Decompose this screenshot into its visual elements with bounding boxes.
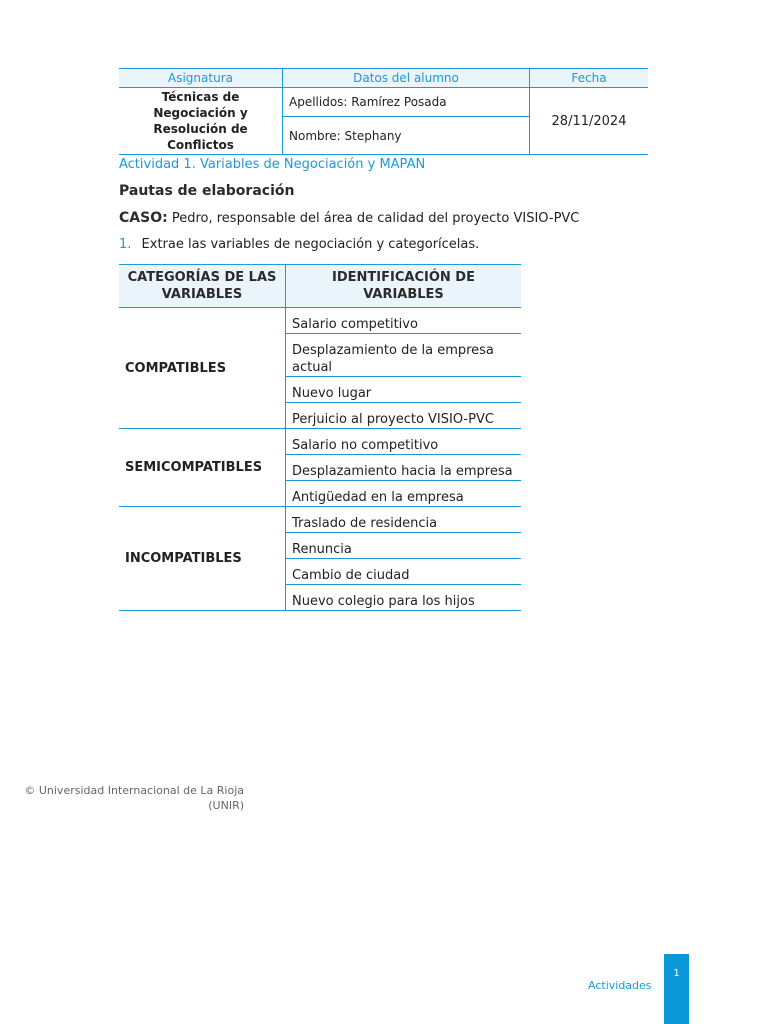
student-name: Nombre: Stephany [283, 117, 530, 155]
copyright-notice [24, 783, 244, 813]
student-info-table [119, 68, 648, 155]
header-categories-label: CATEGORÍAS DE LAS VARIABLES [127, 270, 277, 302]
table-row [119, 308, 521, 334]
variable-cell: Nuevo colegio para los hijos [286, 585, 522, 611]
copyright-line: © Universidad Internacional de La Rioja [24, 784, 244, 797]
guidelines-heading: Pautas de elaboración [119, 183, 295, 199]
variable-cell: Traslado de residencia [286, 507, 522, 533]
instruction-number: 1. [119, 237, 132, 252]
category-compatibles: COMPATIBLES [119, 308, 286, 429]
column-header-student: Datos del alumno [283, 69, 530, 88]
student-surnames: Apellidos: Ramírez Posada [283, 88, 530, 117]
footer-section-label: Actividades [588, 979, 652, 992]
variables-table [119, 264, 521, 611]
table-row [119, 507, 521, 533]
variable-cell: Desplazamiento de la empresa actual [286, 334, 522, 377]
variable-cell: Perjuicio al proyecto VISIO-PVC [286, 403, 522, 429]
variable-cell: Salario no competitivo [286, 429, 522, 455]
instruction-item [119, 237, 479, 252]
header-categories [119, 265, 286, 308]
variable-cell: Renuncia [286, 533, 522, 559]
subject-name: Técnicas de Negociación y Resolución de Conflictos [119, 88, 283, 155]
category-incompatibles: INCOMPATIBLES [119, 507, 286, 611]
case-statement [119, 210, 579, 226]
variable-cell: Antigüedad en la empresa [286, 481, 522, 507]
submission-date: 28/11/2024 [530, 88, 649, 155]
category-semicompatibles: SEMICOMPATIBLES [119, 429, 286, 507]
case-label: CASO: [119, 210, 168, 226]
column-header-subject: Asignatura [119, 69, 283, 88]
copyright-line: (UNIR) [208, 799, 244, 812]
activity-title: Actividad 1. Variables de Negociación y MAPAN [119, 157, 426, 172]
variable-cell: Desplazamiento hacia la empresa [286, 455, 522, 481]
page-number: 1 [673, 968, 680, 979]
instruction-text: Extrae las variables de negociación y categorícelas. [141, 237, 480, 252]
variable-cell: Salario competitivo [286, 308, 522, 334]
column-header-date: Fecha [530, 69, 649, 88]
case-text: Pedro, responsable del área de calidad del proyecto VISIO-PVC [171, 211, 580, 226]
table-row [119, 429, 521, 455]
variable-cell: Nuevo lugar [286, 377, 522, 403]
variable-cell: Cambio de ciudad [286, 559, 522, 585]
page-number-badge [664, 954, 689, 1024]
header-identification: IDENTIFICACIÓN DE VARIABLES [286, 265, 522, 308]
